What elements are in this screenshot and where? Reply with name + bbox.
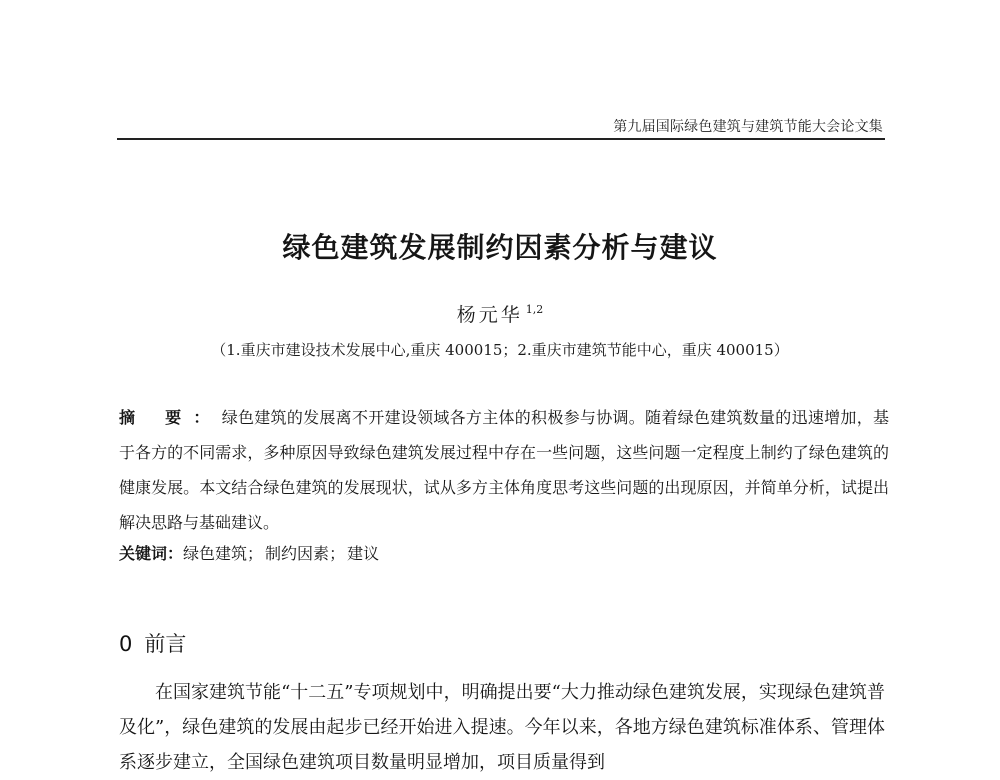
section-number: 0 — [119, 632, 133, 656]
section-title: 前言 — [144, 632, 187, 656]
abstract-text: 绿色建筑的发展离不开建设领域各方主体的积极参与协调。随着绿色建筑数量的迅速增加，基于各方的不同需求，多种原因导致绿色建筑发展过程中存在一些问题，这些问题一定程度上制约了绿色建筑的健康发展。本文结合绿色建筑的发展现状，试从多方主体角度思考这些问题的出现原因，并简单分析，试提出解决思路与基础建议。 — [119, 408, 889, 532]
keywords-line — [119, 541, 379, 564]
keyword-item: 绿色建筑 — [183, 544, 248, 563]
author-name: 杨元华 — [456, 304, 523, 326]
keywords-label: 关键词： — [119, 544, 184, 563]
body-paragraph: 在国家建筑节能“十二五”专项规划中，明确提出要“大力推动绿色建筑发展，实现绿色建筑普及化”，绿色建筑的发展由起步已经开始进入提速。今年以来，各地方绿色建筑标准体系、管理体系逐步建立，全国绿色建筑项目数量明显增加，项目质量得到 — [119, 682, 885, 773]
running-header-text: 第九届国际绿色建筑与建筑节能大会论文集 — [613, 119, 883, 135]
keyword-separator: ； — [329, 544, 346, 563]
author-line — [0, 300, 1000, 327]
keyword-separator: ； — [247, 544, 264, 563]
abstract — [119, 400, 889, 540]
affiliation-line: （1.重庆市建设技术发展中心,重庆 400015；2.重庆市建筑节能中心，重庆 400015） — [211, 341, 789, 359]
paper-title: 绿色建筑发展制约因素分析与建议 — [282, 231, 718, 264]
keyword-item: 建议 — [347, 544, 380, 563]
keyword-item: 制约因素 — [265, 544, 330, 563]
abstract-label: 摘 要： — [119, 408, 222, 427]
author-affiliation-marks: 1,2 — [525, 303, 544, 316]
running-header — [117, 104, 885, 140]
section-heading — [119, 628, 186, 658]
